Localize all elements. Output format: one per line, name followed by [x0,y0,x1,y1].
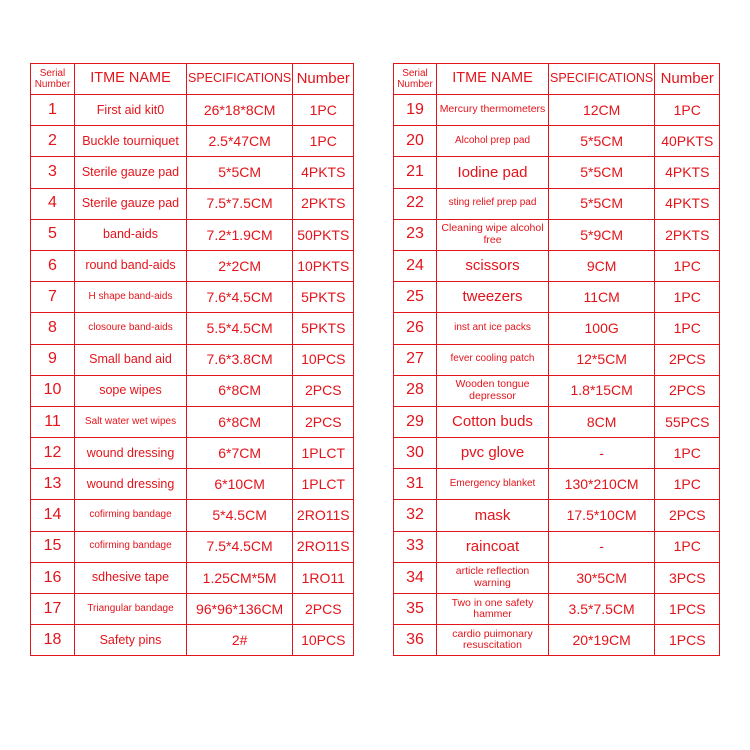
item-table-left [30,63,354,656]
item-name-cell: scissors [437,250,549,281]
item-name-cell: sope wipes [75,375,187,406]
item-name-cell: Two in one safety hammer [437,594,549,625]
item-name-cell: raincoat [437,531,549,562]
specification-cell: 7.6*4.5CM [187,282,293,313]
serial-number-cell: 13 [31,469,75,500]
quantity-cell: 5PKTS [293,313,354,344]
serial-number-cell: 20 [394,126,437,157]
table-row [31,126,354,157]
serial-number-cell: 33 [394,531,437,562]
quantity-cell: 5PKTS [293,282,354,313]
quantity-cell: 4PKTS [293,157,354,188]
table-row [394,625,720,656]
table-row [394,344,720,375]
table-row [394,282,720,313]
serial-number-cell: 35 [394,594,437,625]
item-name-cell: Mercury thermometers [437,95,549,126]
quantity-cell: 40PKTS [655,126,720,157]
specification-cell: 1.25CM*5M [187,562,293,593]
table-row [31,250,354,281]
serial-number-cell: 12 [31,438,75,469]
quantity-cell: 2PCS [655,375,720,406]
serial-number-cell: 17 [31,594,75,625]
quantity-cell: 1PC [293,126,354,157]
serial-number-cell: 16 [31,562,75,593]
specification-cell: - [549,531,655,562]
item-name-cell: Sterile gauze pad [75,188,187,219]
table-header-row [394,64,720,95]
item-name-cell: round band-aids [75,250,187,281]
quantity-cell: 3PCS [655,562,720,593]
table-row [31,562,354,593]
serial-number-cell: 4 [31,188,75,219]
item-name-cell: mask [437,500,549,531]
table-row [31,157,354,188]
specification-cell: - [549,438,655,469]
specification-cell: 6*10CM [187,469,293,500]
quantity-cell: 55PCS [655,406,720,437]
specification-cell: 3.5*7.5CM [549,594,655,625]
serial-number-cell: 23 [394,219,437,250]
specifications-header: SPECIFICATIONS [187,64,293,95]
serial-number-header: Serial Number [31,64,75,95]
serial-number-cell: 14 [31,500,75,531]
serial-number-cell: 21 [394,157,437,188]
item-name-cell: First aid kit0 [75,95,187,126]
serial-number-cell: 32 [394,500,437,531]
specification-cell: 5*5CM [549,126,655,157]
serial-number-cell: 11 [31,406,75,437]
table-row [394,313,720,344]
item-name-cell: cardio puimonary resuscitation [437,625,549,656]
specification-cell: 130*210CM [549,469,655,500]
serial-number-cell: 8 [31,313,75,344]
item-name-cell: Small band aid [75,344,187,375]
serial-number-cell: 24 [394,250,437,281]
table-row [394,250,720,281]
item-name-cell: sdhesive tape [75,562,187,593]
table-row [31,219,354,250]
quantity-cell: 1PC [655,95,720,126]
quantity-cell: 10PKTS [293,250,354,281]
item-name-cell: cofirming bandage [75,500,187,531]
specification-cell: 5*9CM [549,219,655,250]
item-name-cell: tweezers [437,282,549,313]
item-name-cell: Emergency blanket [437,469,549,500]
specification-cell: 9CM [549,250,655,281]
specification-cell: 2.5*47CM [187,126,293,157]
specification-cell: 20*19CM [549,625,655,656]
specification-cell: 30*5CM [549,562,655,593]
quantity-cell: 1PC [293,95,354,126]
table-row [31,95,354,126]
quantity-cell: 2PKTS [293,188,354,219]
specification-cell: 8CM [549,406,655,437]
specification-cell: 12*5CM [549,344,655,375]
serial-number-cell: 3 [31,157,75,188]
quantity-cell: 4PKTS [655,157,720,188]
quantity-cell: 50PKTS [293,219,354,250]
specification-cell: 7.5*7.5CM [187,188,293,219]
table-row [31,313,354,344]
quantity-cell: 1PC [655,313,720,344]
specification-cell: 12CM [549,95,655,126]
quantity-cell: 1PC [655,469,720,500]
item-name-cell: Buckle tourniquet [75,126,187,157]
serial-number-cell: 22 [394,188,437,219]
serial-number-cell: 9 [31,344,75,375]
serial-number-cell: 15 [31,531,75,562]
quantity-cell: 2RO11S [293,500,354,531]
item-name-header: ITME NAME [75,64,187,95]
item-name-cell: Sterile gauze pad [75,157,187,188]
quantity-cell: 2PCS [655,344,720,375]
serial-number-cell: 2 [31,126,75,157]
serial-number-cell: 10 [31,375,75,406]
table-row [31,375,354,406]
item-name-cell: sting relief prep pad [437,188,549,219]
specification-cell: 2*2CM [187,250,293,281]
table-row [394,188,720,219]
specification-cell: 7.2*1.9CM [187,219,293,250]
quantity-cell: 1RO11 [293,562,354,593]
quantity-cell: 1PCS [655,594,720,625]
table-row [394,438,720,469]
specification-cell: 26*18*8CM [187,95,293,126]
quantity-cell: 2PCS [293,406,354,437]
specification-cell: 5*5CM [549,157,655,188]
number-header: Number [293,64,354,95]
quantity-cell: 1PLCT [293,469,354,500]
quantity-cell: 1PLCT [293,438,354,469]
table-row [394,375,720,406]
table-row [394,126,720,157]
table-row [394,562,720,593]
item-name-cell: wound dressing [75,438,187,469]
serial-number-cell: 29 [394,406,437,437]
specification-cell: 5*4.5CM [187,500,293,531]
item-name-cell: Cleaning wipe alcohol free [437,219,549,250]
specification-cell: 6*8CM [187,406,293,437]
serial-number-cell: 34 [394,562,437,593]
item-name-cell: inst ant ice packs [437,313,549,344]
item-name-cell: band-aids [75,219,187,250]
specifications-header: SPECIFICATIONS [549,64,655,95]
table-row [394,594,720,625]
item-table-right [393,63,720,656]
table-row [31,188,354,219]
serial-number-cell: 5 [31,219,75,250]
table-row [394,469,720,500]
serial-number-cell: 31 [394,469,437,500]
item-name-cell: closoure band-aids [75,313,187,344]
serial-number-cell: 25 [394,282,437,313]
table-row [394,531,720,562]
specification-cell: 1.8*15CM [549,375,655,406]
quantity-cell: 4PKTS [655,188,720,219]
serial-number-cell: 28 [394,375,437,406]
specification-cell: 2# [187,625,293,656]
specification-cell: 7.5*4.5CM [187,531,293,562]
quantity-cell: 10PCS [293,344,354,375]
table-row [394,157,720,188]
quantity-cell: 1PC [655,438,720,469]
quantity-cell: 1PC [655,282,720,313]
table-row [31,438,354,469]
table-row [31,594,354,625]
specification-cell: 100G [549,313,655,344]
item-name-cell: Iodine pad [437,157,549,188]
quantity-cell: 2PCS [655,500,720,531]
serial-number-cell: 18 [31,625,75,656]
item-name-cell: Salt water wet wipes [75,406,187,437]
table-row [394,219,720,250]
item-name-cell: H shape band-aids [75,282,187,313]
table-row [31,469,354,500]
quantity-cell: 1PC [655,250,720,281]
quantity-cell: 1PCS [655,625,720,656]
item-name-cell: fever cooling patch [437,344,549,375]
item-name-cell: Wooden tongue depressor [437,375,549,406]
specification-cell: 7.6*3.8CM [187,344,293,375]
table-row [394,95,720,126]
serial-number-cell: 36 [394,625,437,656]
serial-number-cell: 27 [394,344,437,375]
table-row [31,406,354,437]
specification-cell: 17.5*10CM [549,500,655,531]
item-name-header: ITME NAME [437,64,549,95]
serial-number-cell: 30 [394,438,437,469]
item-name-cell: article reflection warning [437,562,549,593]
specification-cell: 5*5CM [549,188,655,219]
table-header-row [31,64,354,95]
specification-cell: 5.5*4.5CM [187,313,293,344]
table-row [31,282,354,313]
table-row [31,344,354,375]
specification-cell: 5*5CM [187,157,293,188]
specification-cell: 6*7CM [187,438,293,469]
table-row [394,406,720,437]
item-name-cell: Alcohol prep pad [437,126,549,157]
quantity-cell: 1PC [655,531,720,562]
specification-cell: 11CM [549,282,655,313]
specification-cell: 6*8CM [187,375,293,406]
item-name-cell: Triangular bandage [75,594,187,625]
quantity-cell: 2PCS [293,375,354,406]
serial-number-cell: 7 [31,282,75,313]
table-row [31,500,354,531]
item-name-cell: Cotton buds [437,406,549,437]
serial-number-cell: 26 [394,313,437,344]
serial-number-cell: 19 [394,95,437,126]
serial-number-cell: 1 [31,95,75,126]
quantity-cell: 2PCS [293,594,354,625]
quantity-cell: 10PCS [293,625,354,656]
specification-cell: 96*96*136CM [187,594,293,625]
table-row [394,500,720,531]
table-row [31,625,354,656]
number-header: Number [655,64,720,95]
serial-number-cell: 6 [31,250,75,281]
item-name-cell: Safety pins [75,625,187,656]
item-name-cell: wound dressing [75,469,187,500]
quantity-cell: 2PKTS [655,219,720,250]
item-name-cell: cofirming bandage [75,531,187,562]
item-name-cell: pvc glove [437,438,549,469]
serial-number-header: Serial Number [394,64,437,95]
table-row [31,531,354,562]
quantity-cell: 2RO11S [293,531,354,562]
